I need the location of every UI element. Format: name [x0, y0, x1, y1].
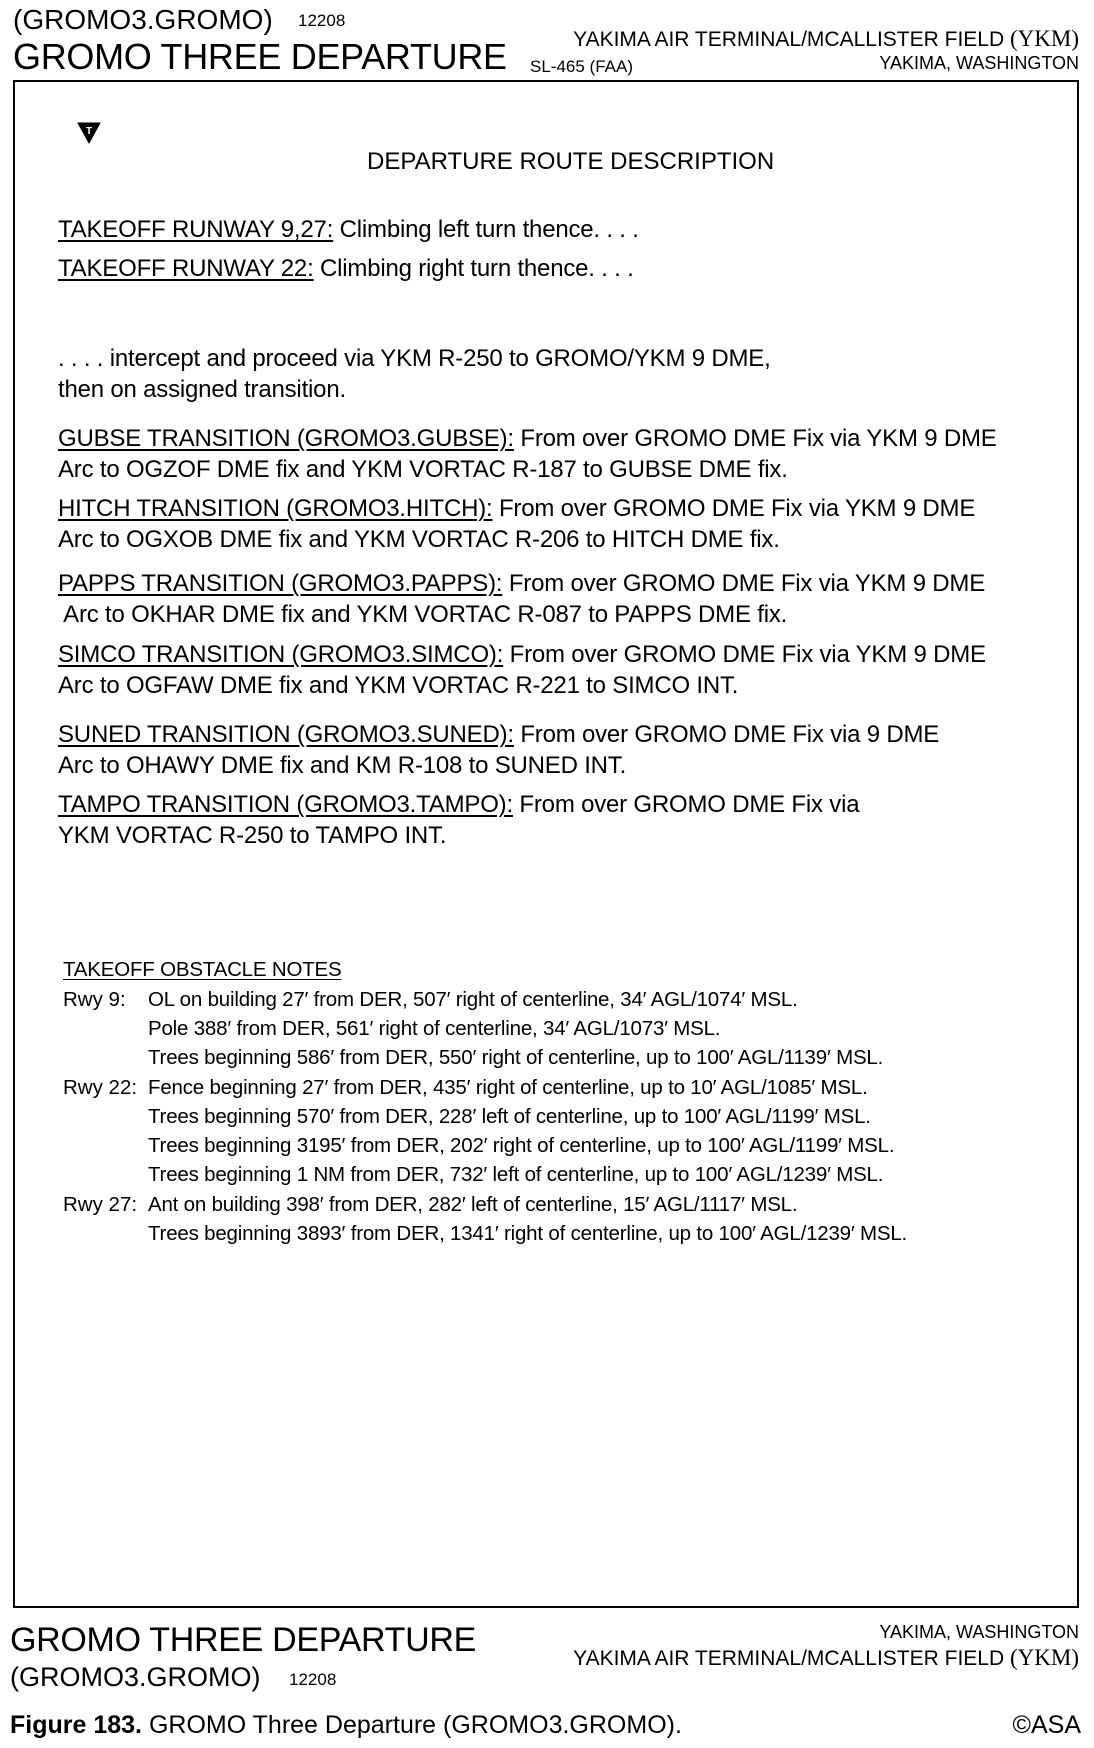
takeoff-runway-22	[58, 255, 634, 283]
takeoff-runway-label: TAKEOFF RUNWAY 9,27:	[58, 216, 334, 243]
takeoff-minimums-triangle-icon	[77, 122, 101, 144]
transition-text: From over GROMO DME Fix via YKM 9 DME	[492, 495, 976, 522]
obstacle-note: Ant on building 398′ from DER, 282′ left of centerline, 15′ AGL/1117′ MSL.	[148, 1193, 798, 1216]
takeoff-runway-text: Climbing left turn thence. . . .	[333, 216, 639, 243]
footer-city-state: YAKIMA, WASHINGTON	[879, 1622, 1079, 1642]
obstacle-note: OL on building 27′ from DER, 507′ right of centerline, 34′ AGL/1074′ MSL.	[148, 988, 798, 1011]
takeoff-runway-label: TAKEOFF RUNWAY 22:	[58, 255, 314, 282]
footer-airport-name: YAKIMA AIR TERMINAL/MCALLISTER FIELD	[573, 1647, 1005, 1670]
transition-label: SIMCO TRANSITION (GROMO3.SIMCO):	[58, 641, 504, 668]
obstacle-rwy-label: Rwy 22:	[63, 1076, 138, 1099]
copyright: ©ASA	[1012, 1711, 1081, 1739]
takeoff-minimums-symbol: T	[85, 126, 93, 137]
transition-hitch-line1	[58, 495, 975, 523]
transition-label: TAMPO TRANSITION (GROMO3.TAMPO):	[58, 791, 513, 818]
footer-airport-id: (YKM)	[1010, 1645, 1079, 1670]
route-text-line: then on assigned transition.	[58, 376, 346, 403]
route-text-line: . . . . intercept and proceed via YKM R-250 to GROMO/YKM 9 DME,	[58, 345, 771, 372]
obstacle-notes-title: TAKEOFF OBSTACLE NOTES	[63, 958, 342, 981]
transition-gubse-line2: Arc to OGZOF DME fix and YKM VORTAC R-187 to GUBSE DME fix.	[58, 456, 788, 483]
figure-label: Figure 183.	[10, 1711, 142, 1739]
footer-airport-line	[573, 1645, 1079, 1671]
header-airport-id: (YKM)	[1010, 26, 1079, 51]
obstacle-note: Trees beginning 1 NM from DER, 732′ left of centerline, up to 100′ AGL/1239′ MSL.	[148, 1163, 884, 1186]
transition-text: From over GROMO DME Fix via	[512, 791, 860, 818]
transition-tampo-line1	[58, 791, 859, 819]
obstacle-note: Trees beginning 570′ from DER, 228′ left of centerline, up to 100′ AGL/1199′ MSL.	[148, 1105, 871, 1128]
header-computer-code: (GROMO3.GROMO)	[13, 4, 273, 35]
transition-label: GUBSE TRANSITION (GROMO3.GUBSE):	[58, 425, 514, 452]
obstacle-note: Trees beginning 3195′ from DER, 202′ right of centerline, up to 100′ AGL/1199′ MSL.	[148, 1134, 895, 1157]
takeoff-runway-9-27	[58, 216, 639, 244]
section-title: DEPARTURE ROUTE DESCRIPTION	[367, 148, 775, 175]
header-airport-name: YAKIMA AIR TERMINAL/MCALLISTER FIELD	[573, 28, 1005, 51]
transition-suned-line2: Arc to OHAWY DME fix and KM R-108 to SUNED INT.	[58, 752, 627, 779]
obstacle-note: Trees beginning 3893′ from DER, 1341′ right of centerline, up to 100′ AGL/1239′ MSL.	[148, 1222, 908, 1245]
transition-hitch-line2: Arc to OGXOB DME fix and YKM VORTAC R-206 to HITCH DME fix.	[58, 526, 780, 553]
obstacle-rwy-label: Rwy 27:	[63, 1193, 138, 1216]
obstacle-note: Trees beginning 586′ from DER, 550′ right of centerline, up to 100′ AGL/1139′ MSL.	[148, 1046, 884, 1069]
transition-label: SUNED TRANSITION (GROMO3.SUNED):	[58, 721, 514, 748]
transition-text: From over GROMO DME Fix via YKM 9 DME	[513, 425, 997, 452]
obstacle-rwy-label: Rwy 9:	[63, 988, 126, 1011]
transition-papps-line2: Arc to OKHAR DME fix and YKM VORTAC R-087 to PAPPS DME fix.	[58, 601, 788, 628]
transition-simco-line1	[58, 641, 986, 669]
transition-text: From over GROMO DME Fix via 9 DME	[513, 721, 940, 748]
transition-text: From over GROMO DME Fix via YKM 9 DME	[502, 570, 986, 597]
transition-label: HITCH TRANSITION (GROMO3.HITCH):	[58, 495, 493, 522]
header-amendment: 12208	[298, 11, 346, 30]
footer-computer-code: (GROMO3.GROMO)	[10, 1662, 261, 1692]
transition-simco-line2: Arc to OGFAW DME fix and YKM VORTAC R-221 to SIMCO INT.	[58, 672, 739, 699]
header-city-state: YAKIMA, WASHINGTON	[879, 53, 1079, 73]
transition-gubse-line1	[58, 425, 997, 453]
figure-caption	[10, 1711, 682, 1740]
transition-text: From over GROMO DME Fix via YKM 9 DME	[503, 641, 986, 668]
transition-label: PAPPS TRANSITION (GROMO3.PAPPS):	[58, 570, 503, 597]
footer-amendment: 12208	[289, 1670, 337, 1689]
transition-suned-line1	[58, 721, 939, 749]
transition-tampo-line2: YKM VORTAC R-250 to TAMPO INT.	[58, 822, 447, 849]
obstacle-note: Fence beginning 27′ from DER, 435′ right of centerline, up to 10′ AGL/1085′ MSL.	[148, 1076, 868, 1099]
header-chart-id: SL-465 (FAA)	[530, 57, 633, 76]
transition-papps-line1	[58, 570, 985, 598]
footer-procedure-name: GROMO THREE DEPARTURE	[10, 1621, 476, 1659]
header-airport-line	[573, 26, 1079, 52]
header-procedure-name: GROMO THREE DEPARTURE	[13, 36, 507, 77]
takeoff-runway-text: Climbing right turn thence. . . .	[313, 255, 634, 282]
figure-text: GROMO Three Departure (GROMO3.GROMO).	[142, 1711, 682, 1739]
obstacle-note: Pole 388′ from DER, 561′ right of centerline, 34′ AGL/1073′ MSL.	[148, 1017, 721, 1040]
